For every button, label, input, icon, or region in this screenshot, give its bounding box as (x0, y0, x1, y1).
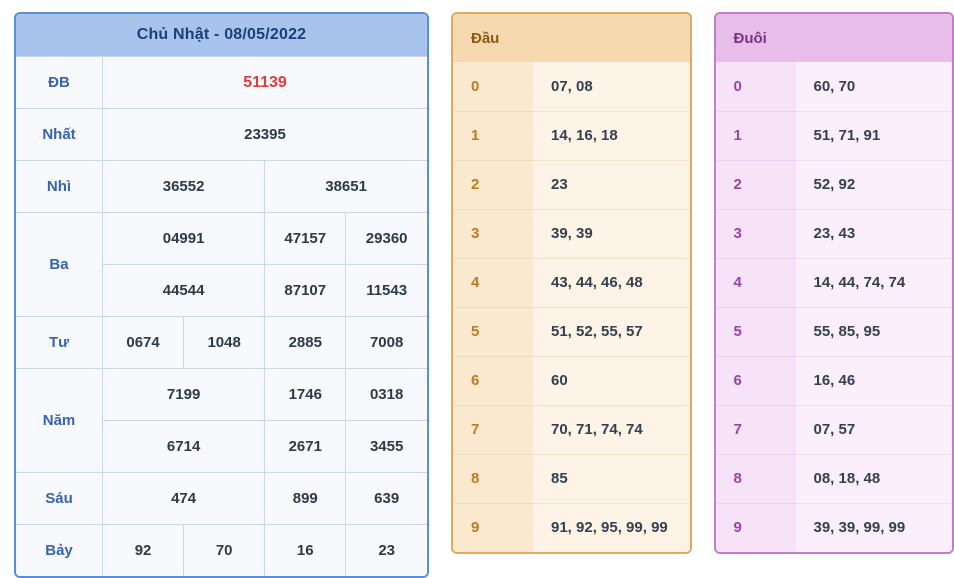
prize-label-ba: Ba (16, 213, 103, 317)
duoi-key-8: 8 (716, 454, 796, 503)
table-row (453, 62, 690, 111)
table-row (453, 405, 690, 454)
table-row (453, 160, 690, 209)
table-row (16, 57, 427, 109)
dau-key-9: 9 (453, 503, 533, 552)
table-row (453, 209, 690, 258)
prize-value-tu-3: 7008 (346, 317, 427, 369)
prize-value-bay-2: 16 (265, 525, 346, 577)
dau-key-4: 4 (453, 258, 533, 307)
prize-value-bay-3: 23 (346, 525, 427, 577)
duoi-key-9: 9 (716, 503, 796, 552)
dau-value-8: 85 (533, 454, 690, 503)
duoi-table (716, 14, 953, 552)
table-row (716, 356, 953, 405)
table-row (16, 161, 427, 213)
duoi-header-value (796, 14, 953, 62)
duoi-key-1: 1 (716, 111, 796, 160)
prize-label-bay: Bảy (16, 525, 103, 577)
prize-label-tu: Tư (16, 317, 103, 369)
prize-value-sau-1: 899 (265, 473, 346, 525)
prize-label-sau: Sáu (16, 473, 103, 525)
prize-label-nhi: Nhì (16, 161, 103, 213)
table-row (716, 503, 953, 552)
table-row (453, 111, 690, 160)
prize-value-nam-3: 6714 (103, 421, 265, 473)
table-row (453, 356, 690, 405)
prize-value-nam-0: 7199 (103, 369, 265, 421)
table-header-row (453, 14, 690, 62)
prize-value-db-0: 51139 (103, 57, 427, 109)
duoi-key-4: 4 (716, 258, 796, 307)
prize-value-ba-4: 87107 (265, 265, 346, 317)
prize-value-nhi-0: 36552 (103, 161, 265, 213)
table-row (16, 473, 427, 525)
dau-key-8: 8 (453, 454, 533, 503)
duoi-value-6: 16, 46 (796, 356, 953, 405)
dau-value-3: 39, 39 (533, 209, 690, 258)
result-date-title: Chủ Nhật - 08/05/2022 (16, 14, 427, 56)
table-row (453, 258, 690, 307)
dau-key-5: 5 (453, 307, 533, 356)
prize-value-nam-1: 1746 (265, 369, 346, 421)
prize-value-ba-5: 11543 (346, 265, 427, 317)
duoi-value-0: 60, 70 (796, 62, 953, 111)
prize-value-ba-1: 47157 (265, 213, 346, 265)
duoi-key-6: 6 (716, 356, 796, 405)
dau-value-9: 91, 92, 95, 99, 99 (533, 503, 690, 552)
table-row (453, 454, 690, 503)
prize-value-nam-4: 2671 (265, 421, 346, 473)
prize-value-nam-2: 0318 (346, 369, 427, 421)
duoi-table-body (716, 62, 953, 552)
duoi-panel (714, 12, 954, 554)
prize-value-sau-2: 639 (346, 473, 427, 525)
table-row (716, 258, 953, 307)
prize-value-tu-2: 2885 (265, 317, 346, 369)
prize-value-tu-1: 1048 (184, 317, 265, 369)
dau-key-0: 0 (453, 62, 533, 111)
prize-label-nam: Năm (16, 369, 103, 473)
duoi-value-2: 52, 92 (796, 160, 953, 209)
result-panel (14, 12, 429, 578)
table-row (16, 109, 427, 161)
table-row (16, 525, 427, 577)
dau-value-1: 14, 16, 18 (533, 111, 690, 160)
dau-table-body (453, 62, 690, 552)
duoi-key-7: 7 (716, 405, 796, 454)
dau-value-5: 51, 52, 55, 57 (533, 307, 690, 356)
table-row (716, 307, 953, 356)
result-table (16, 56, 427, 576)
result-table-body (16, 57, 427, 577)
duoi-value-3: 23, 43 (796, 209, 953, 258)
dau-panel (451, 12, 692, 554)
duoi-table-head (716, 14, 953, 62)
table-row (16, 369, 427, 421)
dau-value-6: 60 (533, 356, 690, 405)
prize-value-nhat-0: 23395 (103, 109, 427, 161)
prize-label-nhat: Nhất (16, 109, 103, 161)
dau-value-7: 70, 71, 74, 74 (533, 405, 690, 454)
prize-label-db: ĐB (16, 57, 103, 109)
table-row (716, 111, 953, 160)
table-row (716, 405, 953, 454)
prize-value-tu-0: 0674 (103, 317, 184, 369)
table-row (716, 62, 953, 111)
prize-value-bay-1: 70 (184, 525, 265, 577)
prize-value-nam-5: 3455 (346, 421, 427, 473)
prize-value-ba-0: 04991 (103, 213, 265, 265)
table-row (453, 503, 690, 552)
duoi-key-2: 2 (716, 160, 796, 209)
table-row (16, 213, 427, 265)
prize-value-bay-0: 92 (103, 525, 184, 577)
duoi-key-5: 5 (716, 307, 796, 356)
prize-value-sau-0: 474 (103, 473, 265, 525)
prize-value-nhi-1: 38651 (265, 161, 427, 213)
duoi-key-3: 3 (716, 209, 796, 258)
table-row (453, 307, 690, 356)
duoi-value-4: 14, 44, 74, 74 (796, 258, 953, 307)
dau-key-7: 7 (453, 405, 533, 454)
duoi-value-5: 55, 85, 95 (796, 307, 953, 356)
duoi-value-8: 08, 18, 48 (796, 454, 953, 503)
table-row (716, 454, 953, 503)
dau-table (453, 14, 690, 552)
dau-table-head (453, 14, 690, 62)
table-header-row (716, 14, 953, 62)
dau-key-2: 2 (453, 160, 533, 209)
duoi-value-9: 39, 39, 99, 99 (796, 503, 953, 552)
dau-value-0: 07, 08 (533, 62, 690, 111)
table-row (716, 209, 953, 258)
dau-header-key: Đầu (453, 14, 533, 62)
dau-key-1: 1 (453, 111, 533, 160)
dau-value-2: 23 (533, 160, 690, 209)
prize-value-ba-3: 44544 (103, 265, 265, 317)
duoi-value-7: 07, 57 (796, 405, 953, 454)
table-row (716, 160, 953, 209)
duoi-header-key: Đuôi (716, 14, 796, 62)
prize-value-ba-2: 29360 (346, 213, 427, 265)
dau-key-3: 3 (453, 209, 533, 258)
dau-key-6: 6 (453, 356, 533, 405)
dau-header-value (533, 14, 690, 62)
duoi-key-0: 0 (716, 62, 796, 111)
table-row (16, 317, 427, 369)
dau-value-4: 43, 44, 46, 48 (533, 258, 690, 307)
duoi-value-1: 51, 71, 91 (796, 111, 953, 160)
